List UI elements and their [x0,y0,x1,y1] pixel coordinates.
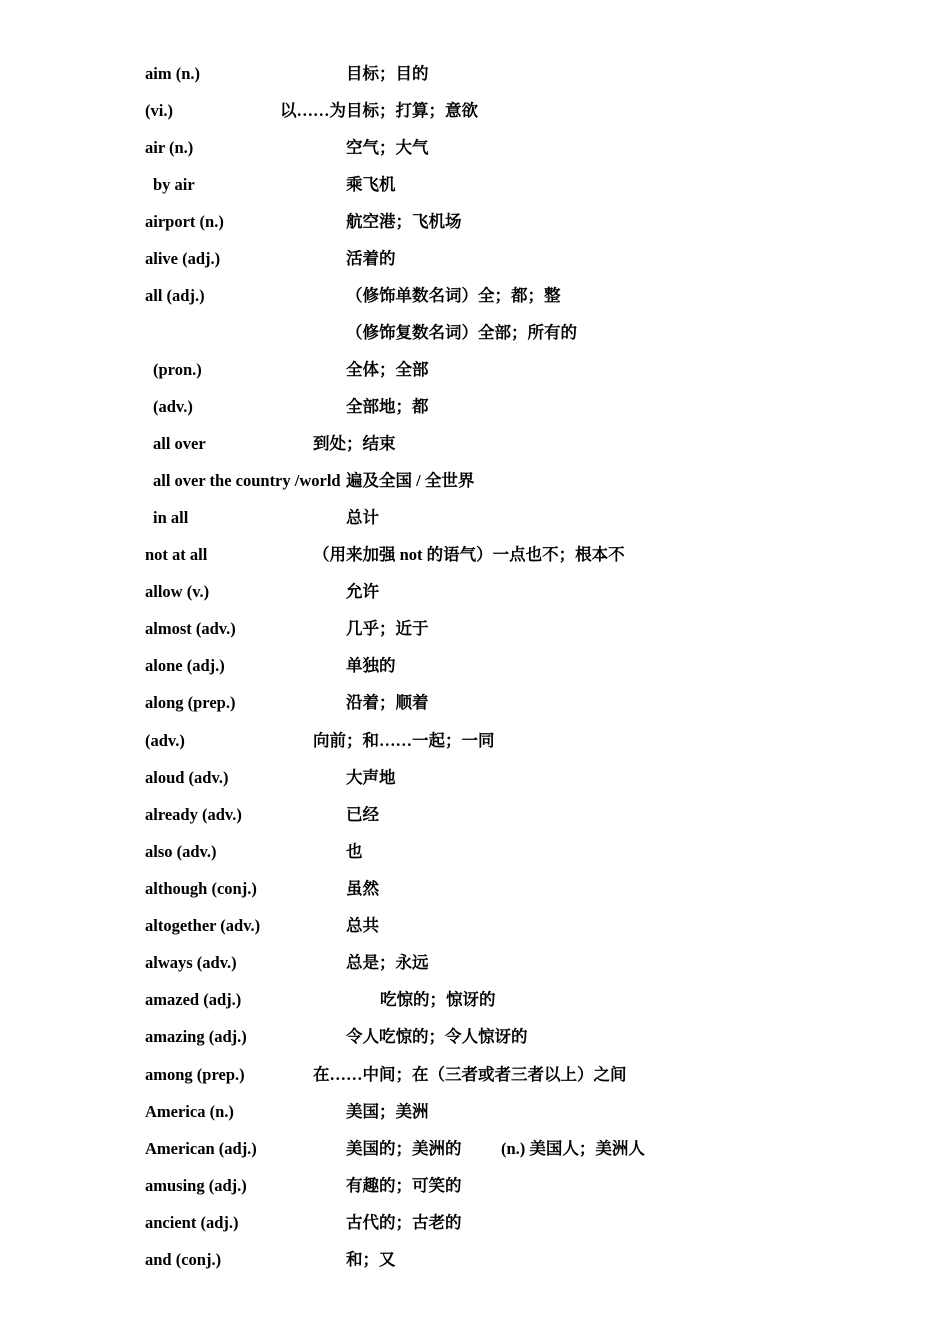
entry-term: among (prep.) [145,1065,245,1084]
entry-term: along (prep.) [145,693,236,712]
entry-row [0,1248,950,1272]
entry-definition: 总是；永远 [346,953,429,972]
entry-term: always (adv.) [145,953,237,972]
entry-row [0,173,950,197]
entry-term: (vi.) [145,101,173,120]
entry-row [0,1211,950,1235]
entry-term: (adv.) [145,731,185,750]
entry-term: almost (adv.) [145,619,236,638]
entry-definition: 总共 [346,916,379,935]
entry-definition: 吃惊的；惊讶的 [380,990,496,1009]
entry-definition: 到处；结束 [313,434,396,453]
entry-term: amazed (adj.) [145,990,242,1009]
entry-term: alone (adj.) [145,656,225,675]
entry-term: not at all [145,545,208,564]
entry-term: America (n.) [145,1102,234,1121]
entry-definition: 古代的；古老的 [346,1213,462,1232]
entry-term: aim (n.) [145,64,200,83]
entry-term: (pron.) [153,360,202,379]
entry-row [0,729,950,753]
entry-definition: 有趣的；可笑的 [346,1176,462,1195]
entry-row [0,543,950,567]
entry-row [0,1174,950,1198]
entry-term: air (n.) [145,138,194,157]
entry-definition: 目标；目的 [346,64,429,83]
entry-definition: 向前；和……一起；一同 [313,731,495,750]
entry-definition: 乘飞机 [346,175,396,194]
entry-definition: 也 [346,842,363,861]
entry-row [0,210,950,234]
entry-definition: 单独的 [346,656,396,675]
entry-term: all over [153,434,206,453]
entry-row [0,62,950,86]
entry-definition: 全体；全部 [346,360,429,379]
entry-term: although (conj.) [145,879,257,898]
entry-definition: （修饰单数名词）全；都；整 [346,286,561,305]
entry-definition: （用来加强 not 的语气）一点也不；根本不 [313,545,625,564]
entry-term: airport (n.) [145,212,224,231]
entry-term: altogether (adv.) [145,916,261,935]
entry-definition: 空气；大气 [346,138,429,157]
entry-definition: 以……为目标；打算；意欲 [280,101,478,120]
entry-definition: 已经 [346,805,379,824]
entry-row [0,617,950,641]
entry-term: American (adj.) [145,1139,257,1158]
entry-term: and (conj.) [145,1250,222,1269]
entry-row [0,766,950,790]
entry-row [0,284,950,308]
entry-definition: （修饰复数名词）全部；所有的 [346,323,577,342]
entry-definition: 遍及全国 / 全世界 [346,471,475,490]
entry-term: amazing (adj.) [145,1027,247,1046]
entry-term: all over the country /world [153,471,341,490]
entry-row [0,358,950,382]
entry-row [0,914,950,938]
entry-term: by air [153,175,195,194]
entry-definition: 全部地；都 [346,397,429,416]
entry-row [0,654,950,678]
entry-row [0,136,950,160]
entry-term: (adv.) [153,397,193,416]
entry-term: ancient (adj.) [145,1213,239,1232]
entry-definition: 几乎；近于 [346,619,429,638]
entry-extra-definition: (n.) 美国人；美洲人 [501,1139,645,1158]
entry-term: allow (v.) [145,582,210,601]
entry-definition: 美国；美洲 [346,1102,429,1121]
entry-definition: 美国的；美洲的 [346,1139,462,1158]
entry-row [0,1137,950,1161]
entry-definition: 和；又 [346,1250,396,1269]
entry-definition: 沿着；顺着 [346,693,429,712]
entry-row [0,1100,950,1124]
entry-row [0,988,950,1012]
entry-row [0,580,950,604]
entry-definition: 航空港；飞机场 [346,212,462,231]
entry-term: amusing (adj.) [145,1176,247,1195]
entry-definition: 允许 [346,582,379,601]
entry-row [0,840,950,864]
entry-term: aloud (adv.) [145,768,229,787]
entry-row [0,951,950,975]
entry-row [0,803,950,827]
entry-term: in all [153,508,189,527]
entry-term: already (adv.) [145,805,242,824]
entry-definition: 虽然 [346,879,379,898]
entry-definition: 在……中间；在（三者或者三者以上）之间 [313,1065,627,1084]
entry-row [0,395,950,419]
entry-row [0,506,950,530]
entry-definition: 大声地 [346,768,396,787]
entry-term: all (adj.) [145,286,205,305]
entry-row [0,321,950,345]
entry-definition: 令人吃惊的；令人惊讶的 [346,1027,528,1046]
entry-definition: 总计 [346,508,379,527]
entry-definition: 活着的 [346,249,396,268]
entry-row [0,1063,950,1087]
entry-row [0,247,950,271]
entry-term: also (adv.) [145,842,217,861]
entry-row [0,469,950,493]
entry-row [0,432,950,456]
entry-term: alive (adj.) [145,249,221,268]
entry-row [0,877,950,901]
entry-row [0,1025,950,1049]
entry-row [0,99,950,123]
entry-row [0,691,950,715]
